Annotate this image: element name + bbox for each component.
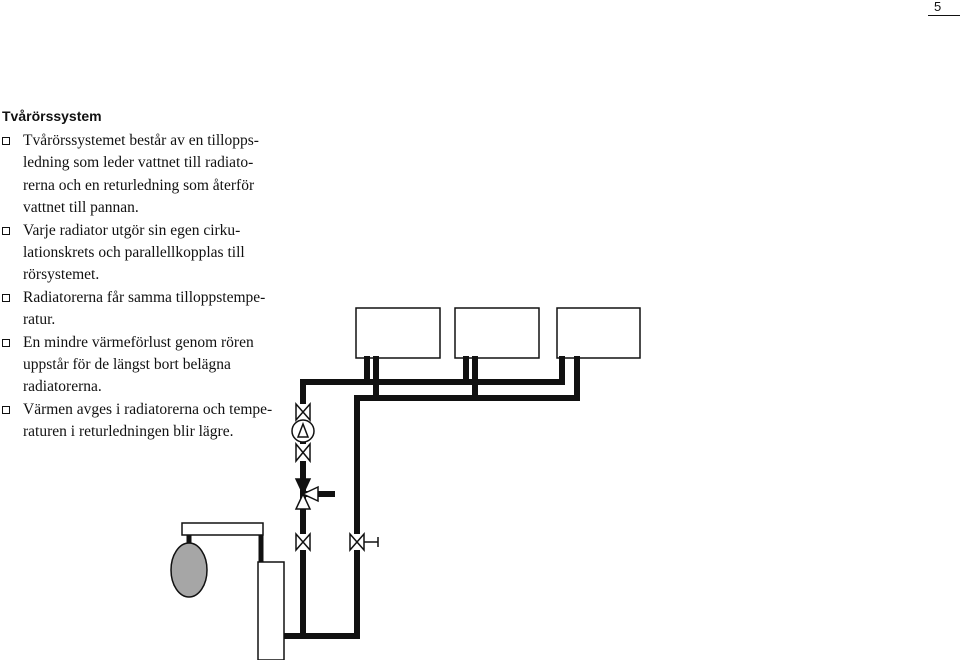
valve-handle-icon <box>364 537 378 547</box>
bullet-line: lationskrets och parallellkopplas till <box>23 244 245 262</box>
return-pipe <box>283 359 577 636</box>
bullet-line: Tvårörssystemet består av en tillopps- <box>23 132 259 149</box>
radiator <box>455 308 539 358</box>
expansion-tank <box>171 543 207 597</box>
section-heading: Tvårörssystem <box>2 108 102 124</box>
bullet-line: rörsystemet. <box>23 266 100 284</box>
bullet-line: radiatorerna. <box>23 378 102 396</box>
bullet-line: vattnet till pannan. <box>23 199 139 217</box>
bullet-line: En mindre värmeförlust genom rören <box>23 333 254 351</box>
radiator <box>356 308 440 358</box>
bullet-line: raturen i returledningen blir lägre. <box>23 423 234 441</box>
radiator-group <box>356 308 640 358</box>
page-number: 5 <box>934 0 942 14</box>
bullet-line: uppstår för de längst bort belägna <box>23 356 231 374</box>
bullet-line: ratur. <box>23 311 56 329</box>
boiler-body <box>258 562 284 660</box>
expansion-tank-assembly <box>171 523 263 597</box>
boiler <box>258 562 284 660</box>
tank-connection-pipe <box>182 523 263 535</box>
bullet-line: rerna och en returledning som återför <box>23 176 255 194</box>
bullet-line: Värmen avges i radiatorerna och tempe- <box>23 400 273 418</box>
bullet-line: ledning som leder vattnet till radiato- <box>23 154 254 172</box>
bullet-line: Radiatorerna får samma tilloppstempe- <box>23 288 266 306</box>
radiator <box>557 308 640 358</box>
bullet-line: Varje radiator utgör sin egen cirku- <box>23 221 241 239</box>
